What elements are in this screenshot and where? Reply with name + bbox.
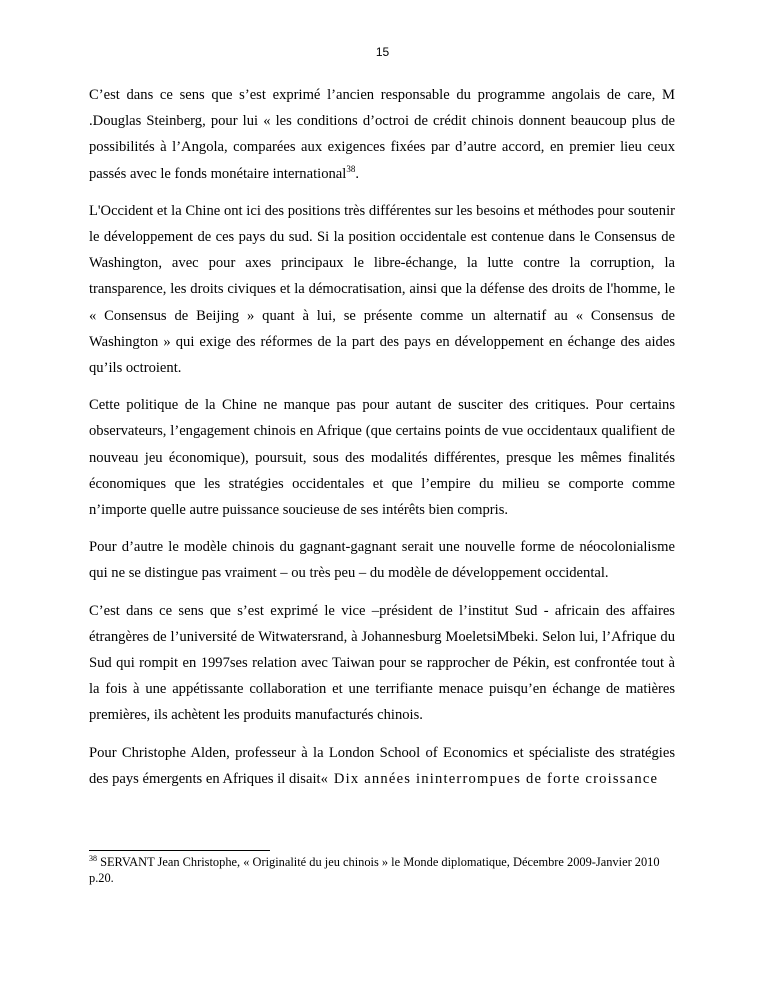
paragraph-5: C’est dans ce sens que s’est exprimé le vice –président de l’institut Sud - africain des affaires étrangères de l’université de Witwatersrand, à Johannesburg MoeletsiMbeki. Selon lui, l’Afrique du Sud qui rompit en 1997ses relation avec Taiwan pour se rapprocher de Pékin, est confrontée tout à la fois à une appétissante collaboration et une terrifiante menace puisqu’en échange de matières premières, ils achètent les produits manufacturés chinois. (89, 602, 675, 724)
paragraph-end: . (355, 165, 359, 182)
body-text (89, 82, 675, 803)
quote-text: « Dix années ininterrompues de forte croissance (320, 770, 659, 787)
paragraph-text: Pour Christophe Alden, professeur à la London School of Economics et spécialiste des stratégies des pays émergents en Afriques il disait (89, 744, 675, 787)
paragraph-1 (89, 82, 675, 187)
paragraph-3: Cette politique de la Chine ne manque pas pour autant de susciter des critiques. Pour certains observateurs, l’engagement chinois en Afrique (que certains points de vue occidentaux qualifient de nouveau jeu économique), poursuit, sous des modalités différentes, presque les mêmes finalités économiques que les stratégies occidentales et que l’empire du milieu se comporte comme n’importe quelle autre puissance soucieuse de ses intérêts bien compris. (89, 397, 675, 519)
page-number: 15 (375, 45, 390, 59)
paragraph-text: C’est dans ce sens que s’est exprimé l’ancien responsable du programme angolais de care, M .Douglas Steinberg, pour lui « les conditions d’octroi de crédit chinois donnent beaucoup plus de possibilités à l’Angola, comparées aux exigences fixées par d’autre accord, en premier lieu ceux passés avec le fonds monétaire international (89, 87, 675, 182)
paragraph-6 (89, 740, 675, 792)
footnote-number: 38 (89, 853, 97, 863)
footnote-reference[interactable]: 38 (346, 163, 356, 174)
footnote-text: SERVANT Jean Christophe, « Originalité du jeu chinois » le Monde diplomatique, Décembre 2009-Janvier 2010 p.20. (89, 855, 660, 885)
footnote-separator (89, 850, 270, 851)
paragraph-2: L'Occident et la Chine ont ici des positions très différentes sur les besoins et méthodes pour soutenir le développement de ces pays du sud. Si la position occidentale est contenue dans le Consensus de Washington, avec pour axes principaux le libre-échange, la lutte contre la corruption, la transparence, les droits civiques et la démocratisation, ainsi que la défense des droits de l'homme, le « Consensus de Beijing » quant à lui, se présente comme un alternatif au « Consensus de Washington » qui exige des réformes de la part des pays en développement en échange des aides qu’ils octroient. (89, 202, 675, 377)
paragraph-4: Pour d’autre le modèle chinois du gagnant-gagnant serait une nouvelle forme de néocolonialisme qui ne se distingue pas vraiment – ou très peu – du modèle de développement occidental. (89, 539, 675, 582)
footnote (89, 854, 679, 886)
